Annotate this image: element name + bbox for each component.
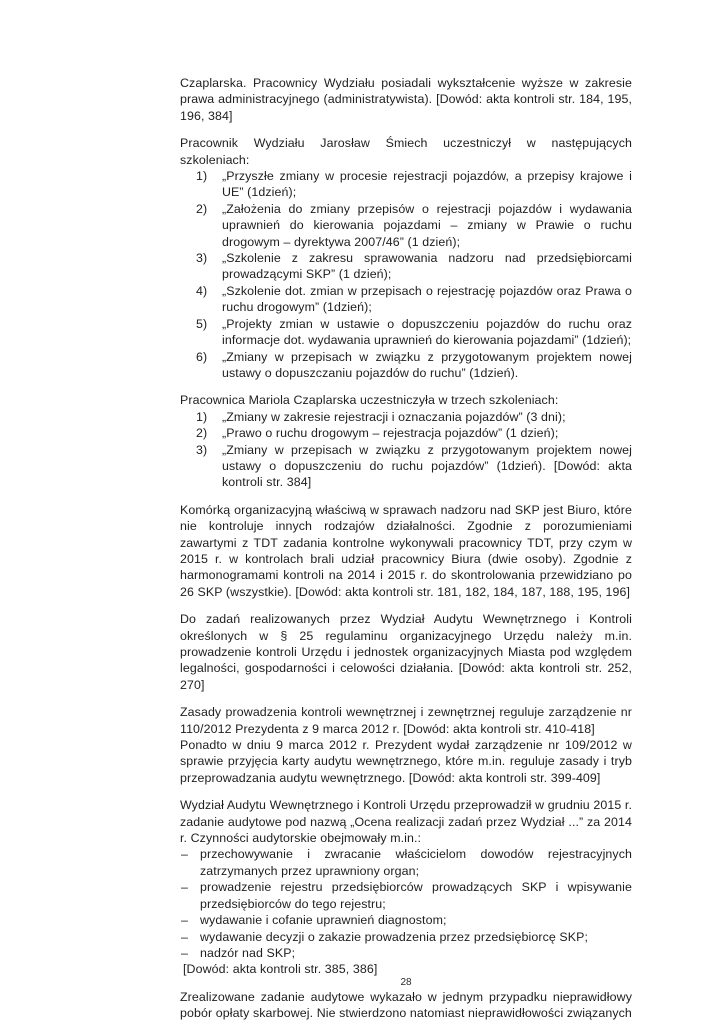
paragraph: Czaplarska. Pracownicy Wydziału posiadali wykształcenie wyższe w zakresie prawa administracyjnego (administratywista). [Dowód: akta kontroli str. 184, 195, 196, 384]: [180, 76, 632, 123]
paragraph: Ponadto w dniu 9 marca 2012 r. Prezydent wydał zarządzenie nr 109/2012 w sprawie przyjęcia karty audytu wewnętrznego, które m.in. reguluje zasady i tryb przeprowadzania audytu wewnętrznego. [Dowód: akta kontroli str. 399-409]: [180, 738, 632, 785]
paragraph: Do zadań realizowanych przez Wydział Audytu Wewnętrznego i Kontroli określonych w § 25 regulaminu organizacyjnego Urzędu należy m.in. prowadzenie kontroli Urzędu i jednostek organizacyjnych Miasta pod względem legalności, gospodarności i celowości działania. [Dowód: akta kontroli str. 252, 270]: [180, 612, 632, 692]
list-item: [180, 846, 632, 879]
list-item: [180, 283, 632, 316]
list-item-text: wydawanie i cofanie uprawnień diagnostom;: [200, 913, 447, 928]
list-item: [180, 945, 632, 961]
paragraph: Komórką organizacyjną właściwą w sprawach nadzoru nad SKP jest Biuro, które nie kontroluje innych rodzajów działalności. Zgodnie z porozumieniami zawartymi z TDT zadania kontrolne wykonywali pracownicy TDT, przy czym w 2015 r. w kontrolach brali udział pracownicy Biura (dwie osoby). Zgodnie z harmonogramami kontroli na 2014 i 2015 r. do skontrolowania przewidziano po 26 SKP (wszystkie). [Dowód: akta kontroli str. 181, 182, 184, 187, 188, 195, 196]: [180, 502, 632, 599]
list-item-marker: –: [181, 913, 188, 928]
list-item-text: prowadzenie rejestru przedsiębiorców prowadzących SKP i wpisywanie przedsiębiorców do tego rejestru;: [200, 880, 632, 911]
list-item-text: wydawanie decyzji o zakazie prowadzenia przez przedsiębiorcę SKP;: [200, 929, 589, 944]
list-item-marker: –: [181, 880, 188, 895]
page-footer: [180, 977, 632, 988]
list-item-text: „Zmiany w przepisach w związku z przygotowanym projektem nowej ustawy o dopuszczeniu do ruchu pojazdów” (1dzień). [Dowód: akta kontroli str. 384]: [222, 442, 632, 490]
list-item-marker: 2): [196, 201, 208, 216]
list-item: [180, 250, 632, 283]
list-item: [180, 168, 632, 201]
paragraph: Zasady prowadzenia kontroli wewnętrznej i zewnętrznej reguluje zarządzenie nr 110/2012 Prezydenta z 9 marca 2012 r. [Dowód: akta kontroli str. 410-418]: [180, 705, 632, 736]
list-item: [180, 912, 632, 928]
list-item-text: „Zmiany w zakresie rejestracji i oznaczania pojazdów” (3 dni);: [222, 409, 566, 424]
list-item-marker: 4): [196, 283, 208, 298]
list-item-marker: 6): [196, 349, 208, 364]
list-item-text: „Przyszłe zmiany w procesie rejestracji pojazdów, a przepisy krajowe i UE” (1dzień);: [222, 169, 632, 200]
list-item-text: „Szkolenie z zakresu sprawowania nadzoru nad przedsiębiorcami prowadzącymi SKP” (1 dzień);: [222, 251, 632, 282]
page-number: 28: [400, 977, 412, 988]
list-item-text: „Zmiany w przepisach w związku z przygotowanym projektem nowej ustawy o dopuszczaniu pojazdów do ruchu” (1dzień).: [222, 349, 632, 380]
list-item-marker: 3): [196, 251, 208, 266]
list-item-text: nadzór nad SKP;: [200, 945, 296, 960]
document-content: [180, 75, 632, 1022]
list-item: [180, 409, 632, 425]
list-item-text: „Założenia do zmiany przepisów o rejestracji pojazdów i wydawania uprawnień do kierowania pojazdami – zmiany w Prawie o ruchu drogowym – dyrektywa 2007/46” (1 dzień);: [222, 201, 632, 249]
list-item: [180, 425, 632, 441]
list-item: [180, 879, 632, 912]
paragraph: Pracownica Mariola Czaplarska uczestniczyła w trzech szkoleniach:: [180, 393, 559, 408]
list-item-marker: 3): [196, 442, 208, 457]
list-item: [180, 201, 632, 250]
numbered-list: [180, 409, 632, 491]
dash-list: [180, 846, 632, 961]
list-item-marker: 2): [196, 426, 208, 441]
list-item-marker: 1): [196, 169, 208, 184]
list-item-text: przechowywanie i zwracanie właścicielom dowodów rejestracyjnych zatrzymanych przez uprawniony organ;: [200, 847, 632, 878]
list-item: [180, 349, 632, 382]
paragraph: Wydział Audytu Wewnętrznego i Kontroli Urzędu przeprowadził w grudniu 2015 r. zadanie audytowe pod nazwą „Ocena realizacji zadań przez Wydział ...” za 2014 r. Czynności audytorskie obejmowały m.in.:: [180, 798, 632, 846]
list-item: [180, 929, 632, 945]
list-item-marker: –: [181, 929, 188, 944]
list-item: [180, 316, 632, 349]
list-item: [180, 442, 632, 491]
paragraph: Zrealizowane zadanie audytowe wykazało w jednym przypadku nieprawidłowy pobór opłaty skarbowej. Nie stwierdzono natomiast nieprawidłowości związanych: [180, 989, 632, 1021]
paragraph: Pracownik Wydziału Jarosław Śmiech uczestniczył w następujących szkoleniach:: [180, 136, 632, 167]
list-item-marker: 1): [196, 409, 208, 424]
list-item-text: „Prawo o ruchu drogowym – rejestracja pojazdów” (1 dzień);: [222, 426, 559, 441]
list-item-marker: –: [181, 945, 188, 960]
numbered-list: [180, 168, 632, 381]
list-item-text: „Szkolenie dot. zmian w przepisach o rejestrację pojazdów oraz Prawa o ruchu drogowym” (1dzień);: [222, 283, 632, 315]
list-item-marker: –: [181, 847, 188, 862]
paragraph: [Dowód: akta kontroli str. 385, 386]: [183, 962, 378, 977]
list-item-marker: 5): [196, 316, 208, 331]
list-item-text: „Projekty zmian w ustawie o dopuszczeniu pojazdów do ruchu oraz informacje dot. wydawania uprawnień do kierowania pojazdami” (1dzień);: [222, 316, 632, 348]
